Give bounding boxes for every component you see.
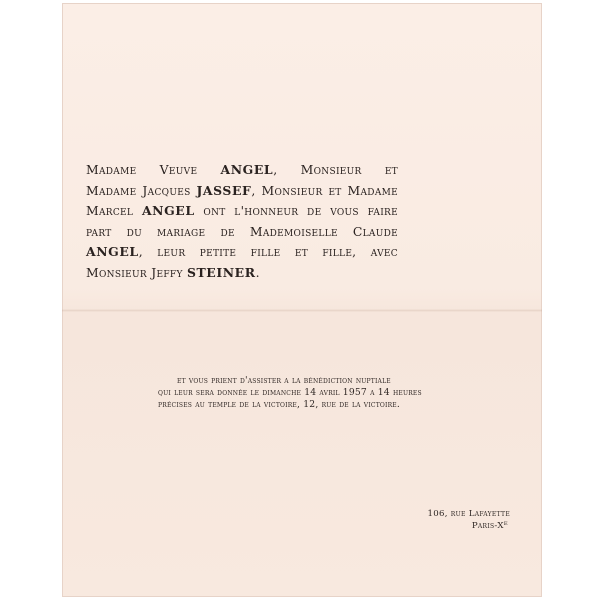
address-street: 106, rue Lafayette <box>427 509 510 519</box>
announcement-line-5: ANGEL, leur petite fille et fille, avec <box>86 244 398 259</box>
announcement-line-4: part du mariage de Mademoiselle Claude <box>86 223 398 239</box>
ceremony-details <box>120 375 460 411</box>
announcement-line-3: Marcel ANGEL ont l'honneur de vous faire <box>86 203 398 218</box>
ceremony-line-3: précises au temple de la victoire, 12, rue de la victoire. <box>158 399 401 410</box>
ceremony-line-1: et vous prient d'assister a la bénédiction nuptiale <box>177 375 391 386</box>
paper-fold <box>62 309 542 312</box>
family-name: STEINER <box>186 264 256 280</box>
invitation-announcement <box>86 160 398 283</box>
announcement-line-2: Madame Jacques JASSEF, Monsieur et Madame <box>86 182 399 198</box>
family-name: JASSEF <box>196 182 252 198</box>
sender-address <box>427 508 510 532</box>
address-city: Paris-Xᴱ <box>471 521 508 531</box>
ceremony-line-2: qui leur sera donnée le dimanche 14 avril 1957 a 14 heures <box>158 387 422 398</box>
family-name: ANGEL <box>220 162 274 177</box>
announcement-line-1: Madame Veuve ANGEL, Monsieur et <box>86 162 398 177</box>
family-name: ANGEL <box>86 244 139 259</box>
announcement-line-6: Monsieur Jeffy STEINER. <box>86 264 260 280</box>
family-name: ANGEL <box>141 203 195 218</box>
